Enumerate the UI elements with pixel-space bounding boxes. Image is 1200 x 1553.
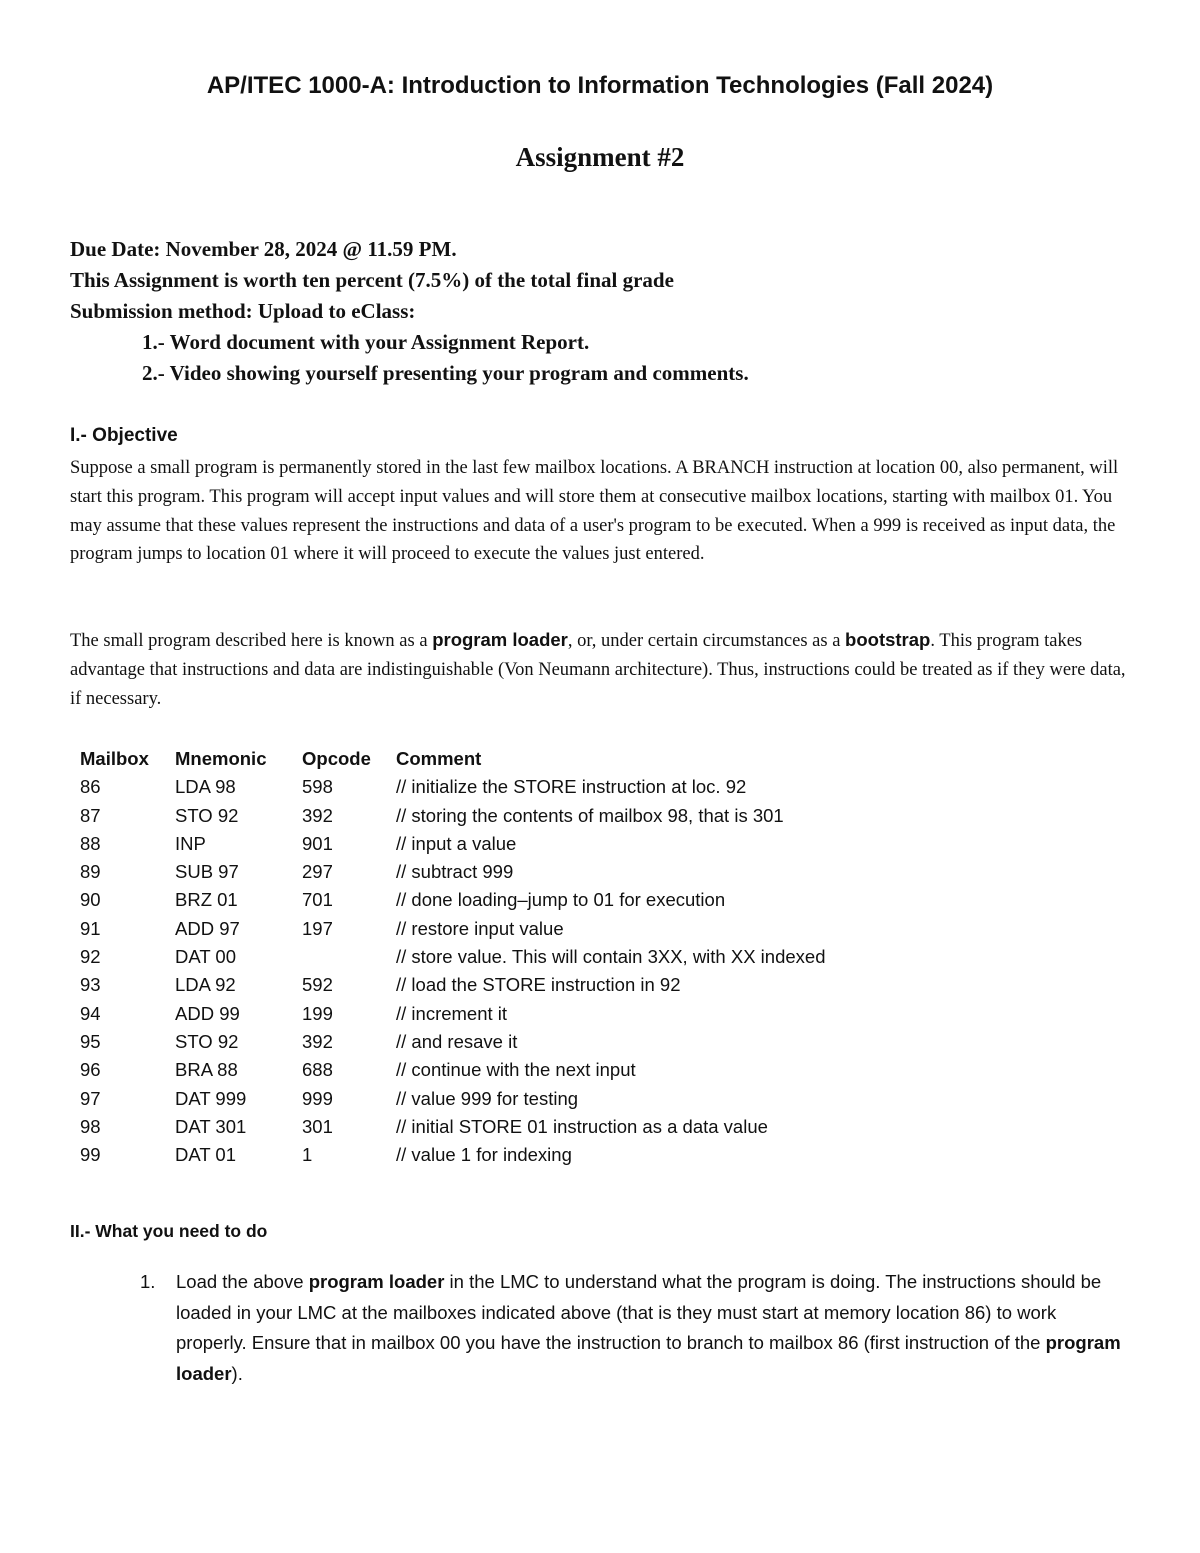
text-run: ). [231,1362,243,1384]
grade-weight: This Assignment is worth ten percent (7.5%) of the total final grade [70,268,674,292]
table-row [80,802,1140,830]
cell-comment: // continue with the next input [396,1059,636,1081]
text-run: . This program takes advantage that instructions and data are indistinguishable (Von Neumann architecture). Thus, instructions could be treated as if they were data, if necessary. [70,631,1126,709]
text-run: The small program described here is known as a [70,631,433,651]
cell-mailbox: 88 [80,832,101,854]
cell-comment: // storing the contents of mailbox 98, that is 301 [396,804,784,826]
table-header-row [80,745,1140,773]
cell-comment: // subtract 999 [396,861,514,883]
cell-mnemonic: STO 92 [175,1030,239,1052]
cell-comment: // and resave it [396,1030,518,1052]
cell-mailbox: 93 [80,974,101,996]
list-item-number: 1. [140,1271,156,1292]
course-title: AP/ITEC 1000-A: Introduction to Information Technologies (Fall 2024) [206,72,994,99]
cell-comment: // done loading–jump to 01 for execution [396,889,726,911]
cell-mailbox: 95 [80,1030,101,1052]
cell-opcode: 197 [302,917,333,939]
table-row [80,915,1140,943]
bootstrap-term: bootstrap [845,629,931,650]
text-run: in the LMC to understand what the program is doing. The instructions should be loaded in your LMC at the mailboxes indicated above (that is they must start at memory location 86) to work properly. Ensure that in mailbox 00 you have the instruction to branch to mailbox 86 (first instruction of the [176,1271,1102,1353]
cell-mnemonic: BRZ 01 [175,889,238,911]
column-header-mnemonic: Mnemonic [175,748,267,769]
cell-mnemonic: INP [175,832,206,854]
submission-item: 2.- Video showing yourself presenting your program and comments. [142,361,749,385]
objective-paragraph-1: Suppose a small program is permanently stored in the last few mailbox locations. A BRANCH instruction at location 00, also permanent, will start this program. This program will accept input values and will store them at consecutive mailbox locations, starting with mailbox 01. You may assume that these values represent the instructions and data of a user's program to be executed. When a 999 is received as input data, the program jumps to location 01 where it will proceed to execute the values just entered. [70,458,1119,565]
table-row [80,1056,1140,1084]
cell-mnemonic: DAT 999 [175,1087,247,1109]
cell-comment: // store value. This will contain 3XX, with XX indexed [396,946,826,968]
text-run: Load the above [176,1271,309,1292]
table-row [80,773,1140,801]
submission-method: Submission method: Upload to eClass: [70,299,416,323]
column-header-opcode: Opcode [302,748,371,769]
objective-heading: I.- Objective [70,425,178,446]
table-row [80,943,1140,971]
cell-mailbox: 90 [80,889,101,911]
cell-mnemonic: DAT 301 [175,1115,247,1137]
cell-opcode: 297 [302,861,333,883]
todo-heading: II.- What you need to do [70,1221,268,1241]
cell-opcode: 901 [302,832,333,854]
cell-opcode: 392 [302,1030,333,1052]
cell-mailbox: 99 [80,1144,101,1166]
cell-mailbox: 94 [80,1002,101,1024]
cell-mnemonic: LDA 92 [175,974,236,996]
cell-mailbox: 98 [80,1115,101,1137]
cell-comment: // load the STORE instruction in 92 [396,974,681,996]
assignment-details [70,234,1130,389]
cell-mailbox: 91 [80,917,101,939]
cell-comment: // input a value [396,832,517,854]
cell-comment: // initialize the STORE instruction at loc. 92 [396,776,747,798]
table-row [80,1000,1140,1028]
program-loader-table [80,745,1140,1169]
cell-mnemonic: ADD 99 [175,1002,240,1024]
column-header-comment: Comment [396,748,482,769]
cell-comment: // restore input value [396,917,564,939]
cell-comment: // initial STORE 01 instruction as a data value [396,1115,768,1137]
due-date: Due Date: November 28, 2024 @ 11.59 PM. [70,237,457,261]
cell-mnemonic: SUB 97 [175,861,239,883]
cell-mnemonic: DAT 00 [175,946,237,968]
cell-opcode: 999 [302,1087,333,1109]
cell-opcode: 592 [302,974,333,996]
column-header-mailbox: Mailbox [80,748,149,769]
cell-mailbox: 97 [80,1087,101,1109]
program-loader-term: program loader [308,1271,445,1292]
cell-comment: // value 999 for testing [396,1087,579,1109]
cell-opcode: 301 [302,1115,333,1137]
table-row [80,1113,1140,1141]
cell-mailbox: 86 [80,776,101,798]
table-row [80,1141,1140,1169]
cell-mailbox: 96 [80,1059,101,1081]
cell-mailbox: 89 [80,861,101,883]
list-item-text [176,1267,1130,1389]
cell-mailbox: 92 [80,946,101,968]
cell-comment: // value 1 for indexing [396,1144,572,1166]
assignment-title: Assignment #2 [515,142,685,172]
cell-opcode: 598 [302,776,333,798]
table-row [80,1028,1140,1056]
table-row [80,971,1140,999]
cell-mnemonic: DAT 01 [175,1144,237,1166]
cell-opcode: 1 [302,1144,313,1166]
cell-mnemonic: ADD 97 [175,917,240,939]
submission-item: 1.- Word document with your Assignment Report. [142,330,590,354]
objective-paragraph-2 [70,626,1132,713]
cell-opcode: 392 [302,804,333,826]
program-loader-term: program loader [432,629,568,650]
cell-mnemonic: LDA 98 [175,776,236,798]
cell-comment: // increment it [396,1002,508,1024]
table-row [80,886,1140,914]
cell-opcode: 199 [302,1002,333,1024]
cell-mailbox: 87 [80,804,101,826]
table-row [80,1085,1140,1113]
cell-mnemonic: STO 92 [175,804,239,826]
cell-mnemonic: BRA 88 [175,1059,238,1081]
table-row [80,858,1140,886]
cell-opcode: 688 [302,1059,333,1081]
program-loader-term: program loader [176,1332,1121,1384]
table-row [80,830,1140,858]
cell-opcode: 701 [302,889,333,911]
text-run: , or, under certain circumstances as a [567,631,846,651]
